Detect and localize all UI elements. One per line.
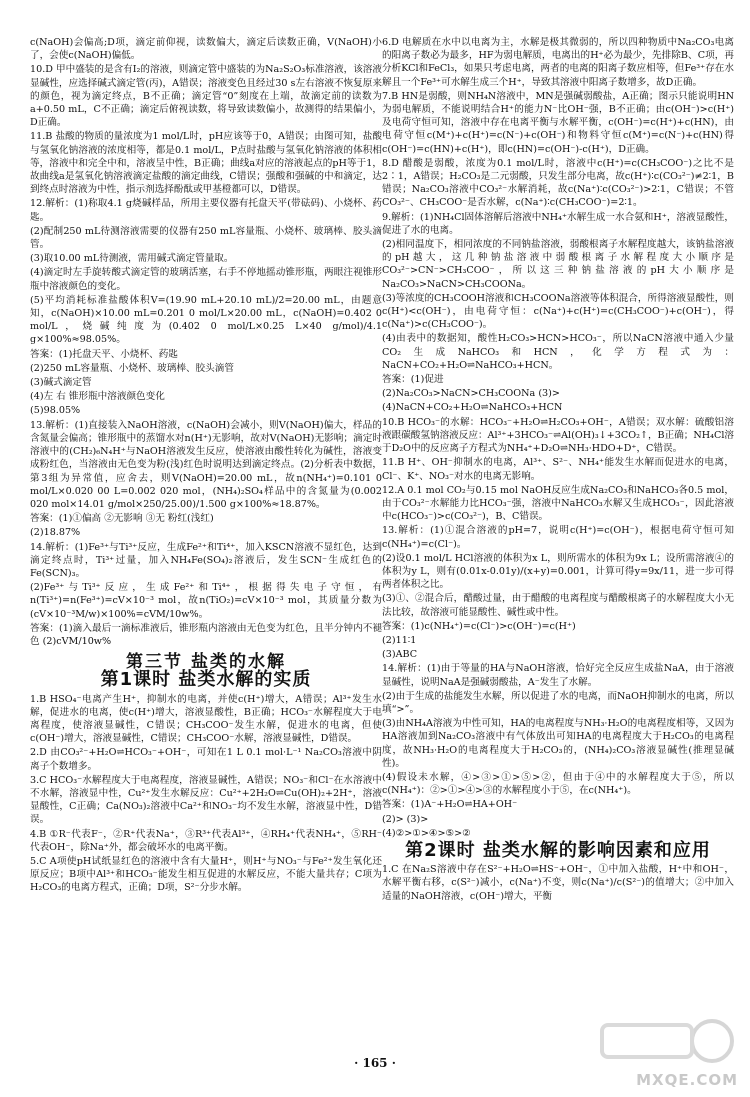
paragraph: 答案：(1)A⁻+H₂O⇌HA+OH⁻ <box>382 799 518 811</box>
paragraph: (3)由NH₄A溶液为中性可知，HA的电离程度与NH₃·H₂O的电离程度相等，又因为HA溶液加到Na₂CO₃溶液中有气体放出可知HA的电离程度大于H₂CO₃的电离程度，故NH₃·H₂O的电离程度大于H₂CO₃的，(NH₄)₂CO₃溶液显碱性(推理显碱性)。 <box>382 718 734 769</box>
watermark-text: MXQE.COM <box>636 1071 738 1089</box>
paragraph: 14.解析：(1)由于等量的HA与NaOH溶液，恰好完全反应生成盐NaA，由于溶液显碱性，说明NaA是强碱弱酸盐，A⁻发生了水解。 <box>382 663 734 688</box>
paragraph: 8.D 醋酸是弱酸，浓度为0.1 mol/L时，溶液中c(H⁺)=c(CH₃COO⁻)之比不是2∶1，A错误；H₂CO₃是二元弱酸，只发生部分电离，故c(H⁺)∶c(CO₃²⁻)≠2∶1，B错误；Na₂CO₃溶液中CO₃²⁻水解消耗，故c(Na⁺)∶c(CO₃²⁻)>2∶1，C错误；不管CO₃²⁻、CH₃COO⁻是否水解，c(Na⁺)∶c(CH₃COO⁻)=2∶1。 <box>382 157 734 209</box>
paragraph: 13.解析：(1)直接装入NaOH溶液，c(NaOH)会减小，则V(NaOH)偏大，样品的含氮量会偏高；锥形瓶中的蒸馏水对n(H⁺)无影响，故对V(NaOH)无影响；滴定时溶液中的(CH₂)₆N₄H⁺与NaOH溶液发生反应，使溶液由酸性转化为碱性，溶液变成粉红色，当溶液由无色变为粉(浅)红色时说明达到滴定终点。(2)分析表中数据，第3组为异常值，应舍去，则V(NaOH)=20.00 mL，故n(NH₄⁺)=0.101 0 mol/L×0.020 00 L=0.002 020 mol，(NH₄)₂SO₄样品中的含氮量为(0.002 020 mol×14.01 g/mol×250/25.00)/1.500 g×100%≈18.87%。 <box>30 419 382 510</box>
paragraph: (2)Na₂CO₃>NaCN>CH₃COONa (3)> <box>382 388 560 400</box>
paragraph: (4)由表中的数据知，酸性H₂CO₃>HCN>HCO₃⁻，所以NaCN溶液中通入少量CO₂生成NaHCO₃和HCN，化学方程式为：NaCN+CO₂+H₂O⇌NaHCO₃+HCN。 <box>382 333 734 371</box>
subsection-title-2: 第2课时 盐类水解的影响因素和应用 <box>405 839 711 861</box>
right-column <box>382 36 734 904</box>
paragraph: 答案：(1)c(NH₄⁺)=c(Cl⁻)>c(OH⁻)=c(H⁺) <box>382 620 576 632</box>
paragraph: c(NaOH)会偏高;D项，滴定前仰视，读数偏大，滴定后读数正确，V(NaOH)小了，会使c(NaOH)偏低。 <box>30 37 382 62</box>
paragraph: (2)11∶1 <box>382 634 417 646</box>
paragraph: (3)取10.00 mL待测液，需用碱式滴定管量取。 <box>30 253 234 265</box>
paragraph: (4)滴定时左手旋转酸式滴定管的玻璃活塞，右手不停地摇动锥形瓶，两眼注视锥形瓶中溶液颜色的变化。 <box>30 267 382 292</box>
paragraph: 3.C HCO₃⁻水解程度大于电离程度，溶液显碱性，A错误；NO₃⁻和Cl⁻在水溶液中不水解，溶液显中性，Cu²⁺发生水解反应：Cu²⁺+2H₂O⇌Cu(OH)₂+2H⁺，溶液显酸性，C正确；Ca(NO₃)₂溶液中Ca²⁺和NO₃⁻均不发生水解，溶液显中性，D错误。 <box>30 774 382 826</box>
paragraph: (2)250 mL容量瓶、小烧杯、玻璃棒、胶头滴管 <box>30 362 234 374</box>
paragraph: (2)18.87% <box>30 527 81 539</box>
paragraph: (3)ABC <box>382 649 418 661</box>
paragraph: (2)配制250 mL待测溶液需要的仪器有250 mL容量瓶、小烧杯、玻璃棒、胶头滴管。 <box>30 225 382 251</box>
paragraph: 11.B H⁺、OH⁻抑制水的电离，Al³⁺、S²⁻、NH₄⁺能发生水解而促进水的电离，Cl⁻、K⁺、NO₃⁻对水的电离无影响。 <box>382 457 734 482</box>
paragraph: 14.解析：(1)Fe³⁺与Ti³⁺反应，生成Fe²⁺和Ti⁴⁺，加入KSCN溶液不显红色，达到滴定终点时，Ti³⁺过量，加入NH₄Fe(SO₄)₂溶液后，发生SCN⁻生成红色的Fe(SCN)₃。 <box>30 541 382 579</box>
paragraph: (4)假设未水解，④>③>①>⑤>②，但由于④中的水解程度大于⑤，所以c(NH₄⁺)：②>①>④>③的水解程度小于⑤，在c(NH₄⁺)。 <box>382 771 734 797</box>
paragraph: (2)由于生成的盐能发生水解，所以促进了水的电离，而NaOH抑制水的电离，所以填“>”。 <box>382 690 734 715</box>
paragraph: (3)①、②混合后，醋酸过量，由于醋酸的电离程度与醋酸根离子的水解程度大小无法比较，故溶液可能显酸性、碱性或中性。 <box>382 593 734 618</box>
paragraph: 1.B HSO₄⁻电离产生H⁺，抑制水的电离，并使c(H⁺)增大，A错误；Al³⁺发生水解，促进水的电离，使c(H⁺)增大，溶液显酸性，B正确；HCO₃⁻水解程度大于电离程度，使溶液显碱性，C错误；CH₃COO⁻发生水解，促进水的电离，但使c(OH⁻)增大，溶液显碱性，C错误；CH₃COO⁻水解，溶液显碱性，D错误。 <box>30 693 382 745</box>
watermark <box>562 1011 742 1091</box>
paragraph: 13.解析：(1)①混合溶液的pH=7，说明c(H⁺)=c(OH⁻)，根据电荷守恒可知c(NH₄⁺)=c(Cl⁻)。 <box>382 525 734 550</box>
paragraph: (3)等浓度的CH₃COOH溶液和CH₃COONa溶液等体积混合，所得溶液显酸性，则c(H⁺)<c(OH⁻)，由电荷守恒：c(Na⁺)+c(H⁺)=c(CH₃COO⁻)+c(OH⁻)，得c(Na⁺)>c(CH₃COO⁻)。 <box>382 292 734 331</box>
section-title: 第三节 盐类的水解 <box>126 652 286 673</box>
paragraph: 2.D 由CO₃²⁻+H₂O⇌HCO₃⁻+OH⁻，可知在1 L 0.1 mol·L⁻¹ Na₂CO₃溶液中阴离子个数增多。 <box>30 747 382 772</box>
paragraph: 7.B HN是弱酸，则NH₄N溶液中，MN是强碱弱酸盐，A正确；图示只能说明HN为弱电解质，不能说明结合H⁺的能力N⁻比OH⁻强，B不正确；由c(OH⁻)>c(H⁺)及电荷守恒可知，溶液中存在电离平衡与水解平衡，c(OH⁻)=c(H⁺)+c(HN)，由电荷守恒c(M⁺)+c(H⁺)=c(N⁻)+c(OH⁻)和物料守恒c(M⁺)=c(N⁻)+c(HN)得c(OH⁻)=c(HN)+c(H⁺)，即c(HN)=c(OH⁻)-c(H⁺)，D正确。 <box>382 90 734 155</box>
paragraph: 12.A 0.1 mol CO₂与0.15 mol NaOH反应生成Na₂CO₃和NaHCO₃各0.5 mol，由于CO₃²⁻水解能力比HCO₃⁻强，溶液中NaHCO₃水解又生成HCO₃⁻，因此溶液中c(HCO₃⁻)>c(CO₃²⁻)，B、C错误。 <box>382 484 734 523</box>
paragraph: (5)98.05% <box>30 405 81 417</box>
paragraph: (5)平均消耗标准盐酸体积V=(19.90 mL+20.10 mL)/2=20.00 mL，由题意知，c(NaOH)×10.00 mL=0.201 0 mol/L×20.00 mL，c(NaOH)=0.402 0 mol/L，烧碱纯度为(0.402 0 mol/L×0.25 L×40 g/mol)/4.1 g×100%≈98.05%。 <box>30 294 382 346</box>
left-column <box>30 36 382 896</box>
paragraph: 10.B HCO₃⁻的水解：HCO₃⁻+H₂O⇌H₂CO₃+OH⁻，A错误；双水解：硫酸铝溶液跟碳酸氢钠溶液反应：Al³⁺+3HCO₃⁻⇌Al(OH)₃↓+3CO₂↑，B正确；NH₄Cl溶于D₂O中的反应离子方程式为NH₄⁺+D₂O⇌NH₃·HDO+D⁺，C错误。 <box>382 416 734 455</box>
subsection-title: 第1课时 盐类水解的实质 <box>100 669 312 691</box>
paragraph: (3)碱式滴定管 <box>30 377 92 389</box>
paragraph: (2)设0.1 mol/L HCl溶液的体积为x L，则所需水的体积为9x L；设所需溶液④的体积为y L，则有(0.01x-0.01y)/(x+y)=0.001，计算可得y=9x/11，进一步可得两者体积之比。 <box>382 552 734 591</box>
paragraph: (4)NaCN+CO₂+H₂O⇌NaHCO₃+HCN <box>382 402 563 414</box>
paragraph: 答案：(1)托盘天平、小烧杯、药匙 <box>30 348 178 360</box>
paragraph: (4)②>①>④>⑤>② <box>382 827 471 839</box>
paragraph: 6.D 电解质在水中以电离为主，水解是极其微弱的，所以四种物质中Na₂CO₃电离的阳离子数必为最多，HF为弱电解质，电离出的H⁺必为最少，先排除B、C项，再分析KCl和FeCl₃，如果只考虑电离，两者的电离的阳离子数应相等，但Fe³⁺存在水解且一个Fe³⁺可水解生成三个H⁺，导致其溶液中阳离子数增多，故D正确。 <box>382 37 734 88</box>
paragraph: 4.B ①R⁻代表F⁻，②R⁺代表Na⁺，③R³⁺代表Al³⁺，④RH₄⁺代表NH₄⁺，⑤RH⁻代表OH⁻，除Na⁺外，都会破坏水的电离平衡。 <box>30 828 382 853</box>
paragraph: 10.D 甲中盛装的是含有I₂的溶液，则滴定管中盛装的为Na₂S₂O₃标准溶液，该溶液显碱性，应选择碱式滴定管(丙)，A错误；溶液变色且经过30 s左右溶液不恢复原来的颜色，视为滴定终点，B不正确；滴定管“0”刻度在上端，故滴定前的读数为a+0.50 mL，C不正确；滴定后俯视读数，将导致读数偏小，故测得的结果偏小，D正确。 <box>30 64 382 129</box>
paragraph: 12.解析：(1)称取4.1 g烧碱样品，所用主要仪器有托盘天平(带砝码)、小烧杯、药匙。 <box>30 198 382 223</box>
paragraph: 5.C A项使pH试纸显红色的溶液中含有大量H⁺，则H⁺与NO₃⁻与Fe²⁺发生氧化还原反应；B项中Al³⁺和HCO₃⁻能发生相互促进的水解反应，不能大量共存；C项为H₂CO₃的电离方程式，正确；D项，S²⁻分步水解。 <box>30 855 382 894</box>
paragraph: (2)Fe³⁺与Ti³⁺反应，生成Fe²⁺和Ti⁴⁺，根据得失电子守恒，有n(Ti³⁺)=n(Fe³⁺)=cV×10⁻³ mol，故n(TiO₂)=cV×10⁻³ mol，其质量分数为(cV×10⁻³M/w)×100%=cVM/10w%。 <box>30 582 382 620</box>
paragraph: (2)相同温度下，相同浓度的不同钠盐溶液，弱酸根离子水解程度越大，该钠盐溶液的pH越大，这几种钠盐溶液中弱酸根离子水解程度大小顺序是CO₃²⁻>CN⁻>CH₃COO⁻，所以这三种钠盐溶液的pH大小顺序是Na₂CO₃>NaCN>CH₃COONa。 <box>382 239 734 290</box>
paragraph: 答案：(1)①偏高 ②无影响 ③无 粉红(浅红) <box>30 513 214 525</box>
paragraph: 答案：(1)促进 <box>382 374 444 386</box>
paragraph: 11.B 盐酸的物质的量浓度为1 mol/L时，pH应该等于0，A错误；由图可知，盐酸与氢氧化钠溶液的浓度相等，都是0.1 mol/L，P点时盐酸与氢氧化钠溶液的体积相等，溶液中和完全中和，溶液呈中性，B正确；曲线a对应的溶液起点的pH等于1，故曲线a是氢氧化钠溶液滴定盐酸的滴定曲线，C错误；强酸和强碱的中和滴定，达到终点时溶液为中性，指示剂选择酚酞或甲基橙都可以，D错误。 <box>30 131 382 196</box>
paragraph: 1.C 在Na₂S溶液中存在S²⁻+H₂O⇌HS⁻+OH⁻，①中加入盐酸，H⁺中和OH⁻，水解平衡右移，c(S²⁻)减小，c(Na⁺)不变，则c(Na⁺)/c(S²⁻)的值增大；②中加入适量的NaOH溶液，c(OH⁻)增大，平衡 <box>382 864 734 902</box>
paragraph: (2)> (3)> <box>382 813 429 825</box>
paragraph: 9.解析：(1)NH₄Cl固体溶解后溶液中NH₄⁺水解生成一水合氨和H⁺，溶液显酸性，促进了水的电离。 <box>382 211 734 236</box>
paragraph: (4)左 右 锥形瓶中溶液颜色变化 <box>30 391 165 403</box>
page-number: · 165 · <box>354 1056 396 1070</box>
paragraph: 答案：(1)滴入最后一滴标准液后，锥形瓶内溶液由无色变为红色，且半分钟内不褪色 (2)cVM/10w% <box>30 622 382 647</box>
